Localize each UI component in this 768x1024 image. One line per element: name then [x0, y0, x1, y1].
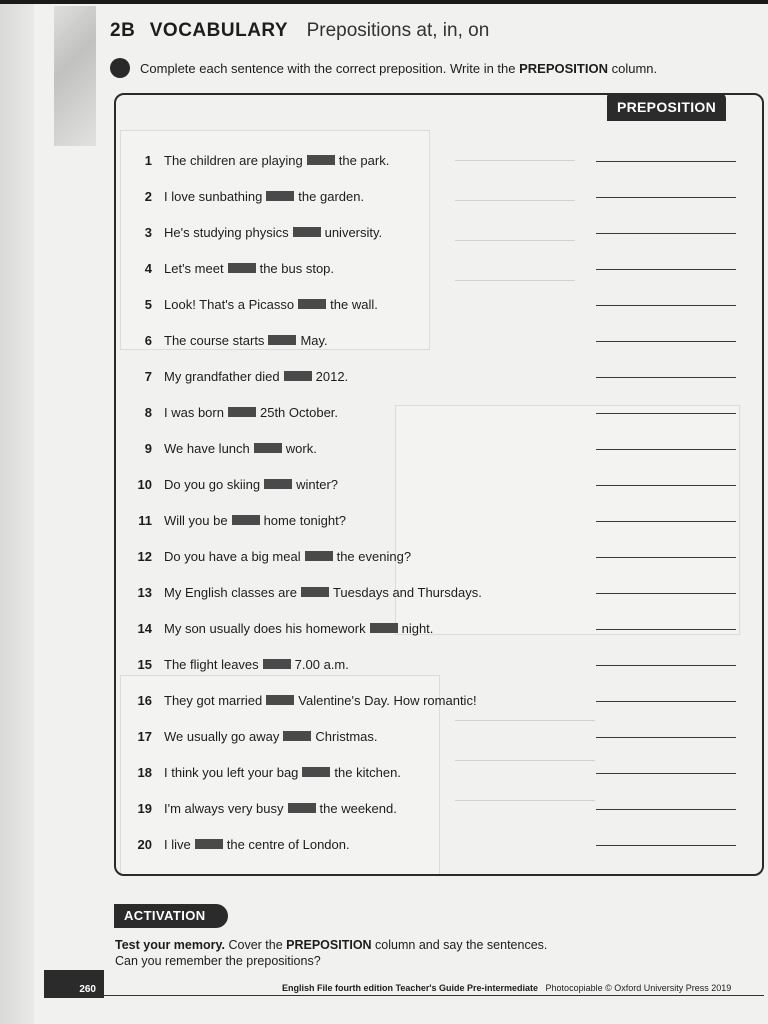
sentence-number: 18 — [137, 765, 152, 780]
activation-part: Cover the — [225, 938, 287, 952]
gap-blank — [268, 335, 296, 345]
sentence-row — [120, 225, 382, 240]
sentence-number: 6 — [144, 333, 152, 348]
gap-blank — [284, 371, 312, 381]
sentence-text-after: the weekend. — [319, 801, 397, 816]
sentence-text-after: the park. — [338, 153, 390, 168]
sentence-text-after: the evening? — [336, 549, 412, 564]
sentence-text-before: The children are playing — [164, 153, 303, 168]
answer-line[interactable] — [596, 701, 736, 702]
sentence-text-before: The course starts — [164, 333, 265, 348]
sentence-row — [120, 765, 401, 780]
sentence-number: 2 — [144, 189, 152, 204]
page-number-tab — [44, 970, 104, 998]
answer-line[interactable] — [596, 377, 736, 378]
sentence-row — [120, 189, 364, 204]
gap-blank — [302, 767, 330, 777]
sentence-text-before: Do you go skiing — [164, 477, 261, 492]
sentence-text-before: They got married — [164, 693, 263, 708]
sentence-text-before: My grandfather died — [164, 369, 280, 384]
sentence-text-before: My English classes are — [164, 585, 297, 600]
gap-blank — [301, 587, 329, 597]
sentence-number: 8 — [144, 405, 152, 420]
sentence-text-after: Tuesdays and Thursdays. — [332, 585, 482, 600]
sentence-text-after: Christmas. — [315, 729, 378, 744]
answer-line[interactable] — [596, 593, 736, 594]
sentence-text-before: Look! That's a Picasso — [164, 297, 295, 312]
sentence-row — [120, 621, 433, 636]
preposition-column-label: PREPOSITION — [607, 93, 726, 121]
sentence-text-after: 25th October. — [259, 405, 339, 420]
page-number: 260 — [79, 984, 96, 995]
footer-rule — [104, 995, 764, 996]
gap-blank — [293, 227, 321, 237]
unit-code: 2B — [110, 20, 136, 41]
sentence-text-after: the bus stop. — [259, 261, 335, 276]
binding-shadow — [54, 6, 96, 146]
sentence-row — [120, 261, 334, 276]
activation-part: column and say the sentences. — [371, 938, 548, 952]
gap-blank — [283, 731, 311, 741]
sentence-row — [120, 477, 338, 492]
sentence-row — [120, 729, 378, 744]
sentence-text-after: night. — [401, 621, 434, 636]
sentence-number: 4 — [144, 261, 152, 276]
footer-text — [282, 983, 731, 993]
sentence-text-after: the centre of London. — [226, 837, 350, 852]
gap-blank — [307, 155, 335, 165]
sentence-number: 7 — [144, 369, 152, 384]
sentence-row — [120, 297, 378, 312]
sentence-number: 1 — [144, 153, 152, 168]
sentence-text-after: the wall. — [330, 297, 378, 312]
answer-line[interactable] — [596, 485, 736, 486]
sentence-text-before: I'm always very busy — [164, 801, 284, 816]
sentence-text-after: May. — [300, 333, 328, 348]
gap-blank — [298, 299, 326, 309]
section-title: VOCABULARY — [149, 20, 289, 41]
sentence-number: 20 — [137, 837, 152, 852]
sentence-text-after: the garden. — [298, 189, 365, 204]
sentence-row — [120, 333, 328, 348]
sentence-number: 3 — [144, 225, 152, 240]
gap-blank — [266, 695, 294, 705]
sentence-row — [120, 405, 338, 420]
sentence-text-after: home tonight? — [263, 513, 346, 528]
answer-line[interactable] — [596, 665, 736, 666]
exercise-bullet-icon — [110, 58, 130, 78]
sentence-text-before: I was born — [164, 405, 224, 420]
sentence-text-after: Valentine's Day. How romantic! — [298, 693, 477, 708]
gap-blank — [264, 479, 292, 489]
sentence-number: 5 — [144, 297, 152, 312]
answer-line[interactable] — [596, 413, 736, 414]
answer-line[interactable] — [596, 269, 736, 270]
footer-copyright: Photocopiable © Oxford University Press 2019 — [545, 983, 732, 993]
gap-blank — [232, 515, 260, 525]
answer-line[interactable] — [596, 809, 736, 810]
answer-line[interactable] — [596, 197, 736, 198]
sentence-row — [120, 549, 411, 564]
sentence-number: 14 — [137, 621, 152, 636]
answer-line[interactable] — [596, 737, 736, 738]
sentence-text-before: I think you left your bag — [164, 765, 299, 780]
activation-line-1 — [115, 937, 547, 953]
answer-line[interactable] — [596, 233, 736, 234]
sentence-text-before: We have lunch — [164, 441, 250, 456]
sentence-row — [120, 801, 397, 816]
gap-blank — [228, 263, 256, 273]
answer-line[interactable] — [596, 521, 736, 522]
gap-blank — [370, 623, 398, 633]
answer-line[interactable] — [596, 773, 736, 774]
sentence-row — [120, 657, 349, 672]
sentence-row — [120, 693, 477, 708]
answer-line[interactable] — [596, 557, 736, 558]
sentence-number: 17 — [137, 729, 152, 744]
instruction-bold: PREPOSITION — [519, 60, 608, 76]
activation-text — [115, 937, 547, 969]
sentence-text-before: My son usually does his homework — [164, 621, 366, 636]
sentence-number: 11 — [138, 513, 152, 528]
sentence-text-before: Let's meet — [164, 261, 224, 276]
sentence-number: 13 — [137, 585, 152, 600]
sentence-number: 19 — [137, 801, 152, 816]
answer-line[interactable] — [596, 845, 736, 846]
sentence-text-after: 7.00 a.m. — [294, 657, 349, 672]
sentence-text-after: the kitchen. — [334, 765, 401, 780]
instruction-text — [140, 61, 657, 76]
gap-blank — [263, 659, 291, 669]
answer-line[interactable] — [596, 305, 736, 306]
sentence-number: 10 — [137, 477, 152, 492]
answer-line[interactable] — [596, 161, 736, 162]
sentence-text-before: Do you have a big meal — [164, 549, 301, 564]
page-margin — [0, 0, 34, 1024]
gap-blank — [228, 407, 256, 417]
sentence-text-before: The flight leaves — [164, 657, 259, 672]
page-header — [110, 20, 489, 42]
sentence-text-before: Will you be — [164, 513, 228, 528]
sentence-text-after: work. — [285, 441, 317, 456]
answer-line[interactable] — [596, 341, 736, 342]
sentence-number: 12 — [137, 549, 152, 564]
sentence-row — [120, 441, 317, 456]
top-edge — [0, 0, 768, 4]
gap-blank — [254, 443, 282, 453]
gap-blank — [195, 839, 223, 849]
page-subtitle: Prepositions at, in, on — [306, 20, 490, 41]
activation-label: ACTIVATION — [114, 904, 228, 928]
sentence-text-before: He's studying physics — [164, 225, 289, 240]
gap-blank — [288, 803, 316, 813]
sentence-text-after: winter? — [296, 477, 339, 492]
answer-line[interactable] — [596, 629, 736, 630]
instruction — [110, 58, 657, 78]
sentence-row — [120, 513, 346, 528]
sentence-number: 16 — [137, 693, 152, 708]
sentence-text-before: I love sunbathing — [164, 189, 263, 204]
sentence-number: 15 — [137, 657, 152, 672]
activation-bold: Test your memory. — [115, 938, 225, 952]
sentence-row — [120, 837, 350, 852]
answer-line[interactable] — [596, 449, 736, 450]
sentence-text-before: I live — [164, 837, 191, 852]
sentence-text-after: university. — [324, 225, 383, 240]
instruction-part: column. — [607, 60, 658, 76]
gap-blank — [266, 191, 294, 201]
footer-book: English File fourth edition Teacher's Guide Pre-intermediate — [282, 983, 539, 993]
activation-line-2: Can you remember the prepositions? — [115, 954, 321, 968]
sentence-number: 9 — [144, 441, 152, 456]
sentence-text-after: 2012. — [315, 369, 349, 384]
sentence-row — [120, 369, 348, 384]
sentence-text-before: We usually go away — [164, 729, 280, 744]
instruction-part: Complete each sentence with the correct preposition. Write in the — [140, 60, 520, 76]
sentence-row — [120, 153, 389, 168]
sentence-row — [120, 585, 482, 600]
activation-bold: PREPOSITION — [286, 938, 372, 952]
gap-blank — [305, 551, 333, 561]
